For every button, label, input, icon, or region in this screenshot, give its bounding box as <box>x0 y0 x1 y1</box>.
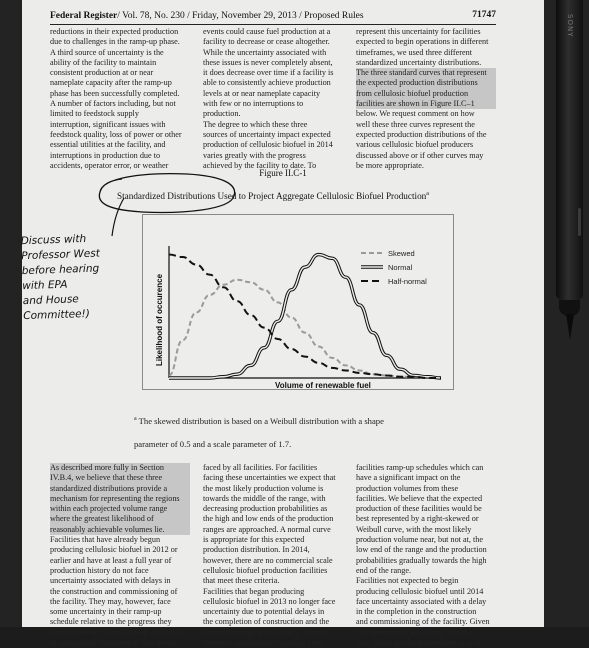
text-line: commissioning of the facility. There is, <box>203 627 332 637</box>
handwritten-note-line: before hearing <box>21 262 100 278</box>
text-line: feedstock quality, loss of power or other <box>50 129 182 139</box>
text-line: decreasing production probabilities as <box>203 504 328 514</box>
text-line: facilities are shown in Figure II.C–1 <box>356 99 475 109</box>
text-line: however, uncertainty regarding these <box>203 638 325 648</box>
handwritten-note-line: Professor West <box>21 247 101 263</box>
text-line: facilities. We believe that the expected <box>356 493 483 503</box>
legend-label-skewed: Skewed <box>388 249 415 258</box>
legend-label-half-normal: Half-normal <box>388 277 427 286</box>
text-line: reductions in their expected production <box>50 27 179 36</box>
text-line: below. We request comment on how <box>356 109 475 119</box>
text-line: While the uncertainty associated with <box>203 47 327 57</box>
text-line: this uncertainty, we believe that the <box>356 627 472 637</box>
header-publication-name: Federal Register <box>50 11 118 21</box>
top-column-2 <box>203 27 343 171</box>
text-line: and commissioning of the facility. Given <box>356 617 490 627</box>
text-line: is appropriate for this expected <box>203 535 305 545</box>
text-line: where the greatest likelihood of <box>50 514 154 524</box>
text-line: have achieved to date, as well as the risk <box>50 627 183 637</box>
text-line: producing cellulosic biofuel in 2012 or <box>50 545 178 555</box>
text-line: achieved by the facility to date. To <box>203 160 317 170</box>
figure-title-circled: Standardized Distributions <box>117 191 216 202</box>
text-line: Facilities not expected to begin <box>356 576 459 586</box>
text-line: with few or no interruptions to <box>203 99 304 109</box>
text-line: essential utilities at the facility, and <box>50 140 166 150</box>
text-line: ranges are approached. A normal curve <box>203 524 331 534</box>
text-line: Facilities that began producing <box>203 586 305 596</box>
text-line: low end of the range and the production <box>356 545 487 555</box>
text-line: most likely production volume is at or <box>356 638 482 648</box>
text-line: varies greatly with the progress <box>203 150 306 160</box>
text-line: expected to begin operations in different <box>356 37 489 47</box>
y-axis-label: Likelihood of occurence <box>155 273 164 366</box>
header-publication <box>50 11 364 21</box>
text-line: cellulosic biofuel production facilities <box>203 565 328 575</box>
bottom-column-2 <box>203 463 343 648</box>
text-line: the completion of construction and the <box>203 617 330 627</box>
text-line: the expected production distributions <box>356 78 478 88</box>
distribution-chart-svg <box>143 215 453 389</box>
text-line: events could cause fuel production at a <box>203 27 331 36</box>
text-line: the high and low ends of the production <box>203 514 334 524</box>
text-line: IV.B.4, we believe that these three <box>50 473 163 483</box>
stylus-side-button <box>578 208 581 236</box>
text-line: able to consistently achieve production <box>203 78 331 88</box>
text-line: The three standard curves that represent <box>356 68 487 78</box>
text-line: timeframes, we used three different <box>356 47 473 57</box>
text-line: standardized distributions provide a <box>50 483 168 493</box>
text-line: A third source of uncertainty is the <box>50 47 164 57</box>
text-line: discussed above or if other curves may <box>356 150 484 160</box>
figure-caption: Figure II.C-1 <box>259 168 307 178</box>
text-line: production of cellulosic biofuel in 2014 <box>203 140 333 150</box>
text-line: probabilities gradually towards the high <box>356 555 487 565</box>
text-line: it does decrease over time if a facility is <box>203 68 334 78</box>
text-line: within each projected volume range <box>50 504 168 514</box>
text-line: the construction and commissioning of <box>50 586 178 596</box>
series-line-normal <box>169 255 441 378</box>
stylus-brand-label: SONY <box>566 14 574 38</box>
text-line: that meet these criteria. <box>203 576 280 586</box>
text-line: uncertainty associated with delays in <box>50 576 171 586</box>
stylus-pen <box>556 0 583 300</box>
text-line: nameplate capacity after the ramp-up <box>50 78 172 88</box>
text-line: due to challenges in the ramp-up phase. <box>50 37 180 47</box>
text-line: schedule relative to the progress they <box>50 617 172 627</box>
text-line: Weibull curve, with the most likely <box>356 524 472 534</box>
bottom-column-3 <box>356 463 496 648</box>
text-line: Facilities that have already begun <box>50 535 161 545</box>
text-line: interruption, significant issues with <box>50 119 166 129</box>
text-line: facing these uncertainties we expect that <box>203 473 336 483</box>
series-line-normal-inner <box>169 255 441 378</box>
handwritten-note-line: Committee!) <box>23 307 91 323</box>
text-line: some uncertainty in their ramp-up <box>50 607 162 617</box>
text-line: faced by all facilities. For facilities <box>203 463 318 472</box>
text-line: A number of factors including, but not <box>50 99 176 109</box>
text-line: levels at or near nameplate capacity <box>203 88 321 98</box>
text-line: various cellulosic biofuel producers <box>356 140 474 150</box>
top-column-3 <box>356 27 496 171</box>
text-line: production volumes from these <box>356 483 459 493</box>
text-line: The degree to which these three <box>203 119 308 129</box>
text-line: limited to feedstock supply <box>50 109 139 119</box>
text-line: the most likely production volume is <box>203 483 324 493</box>
text-line: production history do not face <box>50 565 149 575</box>
text-line: well these three curves represent the <box>356 119 475 129</box>
text-line: have a significant impact on the <box>356 473 461 483</box>
text-line: represent this uncertainty for facilities <box>356 27 481 36</box>
text-line: from cellulosic biofuel production <box>356 88 469 98</box>
text-line: earlier and have at least a full year of <box>50 555 172 565</box>
footnote-line-2: parameter of 0.5 and a scale parameter of 1.7. <box>134 439 292 449</box>
text-line: production volume near, but not at, the <box>356 535 484 545</box>
e-ink-screen[interactable] <box>20 0 544 648</box>
header-page-number: 71747 <box>472 10 496 20</box>
text-line: face uncertainty associated with a delay <box>356 596 487 606</box>
series-line-skewed <box>169 280 441 378</box>
text-line: ability of the facility to maintain <box>50 57 157 67</box>
text-line: these issues is never completely absent, <box>203 57 333 67</box>
stylus-tip <box>566 314 574 340</box>
text-line: mechanism for representing the regions <box>50 493 180 503</box>
text-line: phase has been successfully completed. <box>50 88 180 98</box>
text-line: accidents, operator error, or weather <box>50 160 169 170</box>
page-header <box>50 10 496 25</box>
text-line: uncertainty due to potential delays in <box>203 607 325 617</box>
text-line: production distribution. In 2014, <box>203 545 310 555</box>
text-line: sources of uncertainty impact expected <box>203 129 331 139</box>
top-column-1 <box>50 27 190 171</box>
header-details: / Vol. 78, No. 230 / Friday, November 29, 2013 / Proposed Rules <box>117 11 364 21</box>
text-line: standardized uncertainty distributions. <box>356 57 482 67</box>
text-line: As described more fully in Section <box>50 463 164 472</box>
text-line: be more appropriate. <box>356 160 424 170</box>
handwritten-note-line: and House <box>22 293 79 308</box>
footnote-mark: a <box>134 416 137 423</box>
text-line: towards the middle of the range, with <box>203 493 326 503</box>
text-line: producing cellulosic biofuel until 2014 <box>356 586 484 596</box>
text-line: in the completion in the construction <box>356 607 477 617</box>
text-line: facility to decrease or cease altogether. <box>203 37 330 47</box>
handwritten-note <box>20 230 148 324</box>
handwritten-note-line: Discuss with <box>20 232 87 248</box>
text-line: reasonably achievable volumes lie. <box>50 524 165 534</box>
figure-title-footnote-mark: a <box>426 191 429 197</box>
legend-label-normal: Normal <box>388 263 413 272</box>
text-line: facilities ramp-up schedules which can <box>356 463 484 472</box>
text-line: interruptions in production due to <box>50 150 161 160</box>
text-line: production of these facilities would be <box>356 504 482 514</box>
text-line: the facility. They may, however, face <box>50 596 171 606</box>
text-line: of unexpected shutdown or slowdown <box>50 638 175 648</box>
footnote-text-1: The skewed distribution is based on a Weibull distribution with a shape <box>136 416 384 426</box>
text-line: cellulosic biofuel in 2013 no longer face <box>203 596 336 606</box>
text-line: consistent production at or near <box>50 68 154 78</box>
bottom-column-1 <box>50 463 190 648</box>
highlighted-passage-top <box>356 68 496 109</box>
footnote-line-1 <box>134 416 384 426</box>
series-line-half-normal <box>169 255 441 378</box>
handwritten-note-line: with EPA <box>22 278 68 293</box>
highlighted-passage-bottom <box>50 463 190 535</box>
x-axis-label: Volume of renewable fuel <box>275 381 371 390</box>
text-line: production. <box>203 109 241 119</box>
text-line: however, there are no commercial scale <box>203 555 333 565</box>
text-line: best represented by a right-skewed or <box>356 514 479 524</box>
text-line: expected production distributions of the <box>356 129 487 139</box>
distribution-chart <box>142 214 454 390</box>
figure-title-rest: Used to Project Aggregate Cellulosic Biofuel Production <box>215 191 427 202</box>
text-line: end of the range. <box>356 565 412 575</box>
